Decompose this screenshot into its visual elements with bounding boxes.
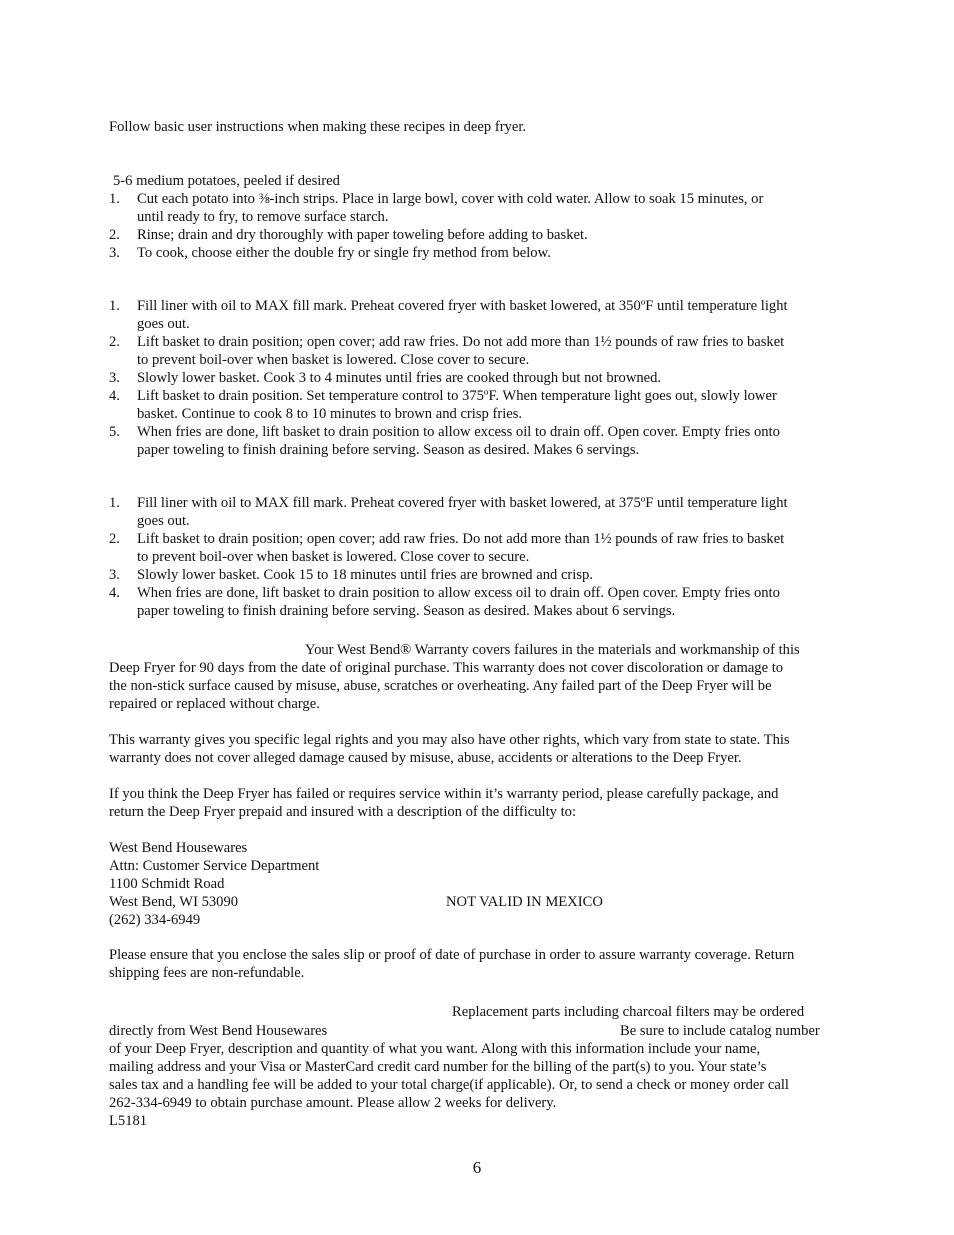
replacement-text: directly from West Bend Housewares <box>109 1023 328 1039</box>
address-line: Attn: Customer Service Department <box>109 858 320 874</box>
step-text: basket. Continue to cook 8 to 10 minutes to brown and crisp fries. <box>137 406 523 422</box>
replacement-text: Replacement parts including charcoal filters may be ordered <box>452 1004 805 1020</box>
step-number: 2. <box>109 227 120 243</box>
step-number: 4. <box>109 388 120 404</box>
step-text: until ready to fry, to remove surface starch. <box>137 209 389 225</box>
step-number: 1. <box>109 495 120 511</box>
step-text: To cook, choose either the double fry or single fry method from below. <box>137 245 551 261</box>
step-number: 1. <box>109 298 120 314</box>
step-text: Slowly lower basket. Cook 15 to 18 minutes until fries are browned and crisp. <box>137 567 593 583</box>
step-text: Cut each potato into ⅜-inch strips. Place in large bowl, cover with cold water. Allow to soak 15 minutes, or <box>137 191 764 207</box>
ingredient-line: 5-6 medium potatoes, peeled if desired <box>113 173 340 189</box>
step-number: 2. <box>109 334 120 350</box>
step-text: paper toweling to finish draining before serving. Season as desired. Makes about 6 servings. <box>137 603 676 619</box>
address-line: 1100 Schmidt Road <box>109 876 225 892</box>
warranty-text: This warranty gives you specific legal rights and you may also have other rights, which vary from state to state. This <box>109 732 790 748</box>
step-text: Fill liner with oil to MAX fill mark. Preheat covered fryer with basket lowered, at 350ºF until temperature light <box>137 298 788 314</box>
warranty-text: return the Deep Fryer prepaid and insured with a description of the difficulty to: <box>109 804 576 820</box>
replacement-text: Be sure to include catalog number <box>620 1023 820 1039</box>
warranty-text: warranty does not cover alleged damage caused by misuse, abuse, accidents or alterations to the Deep Fryer. <box>109 750 742 766</box>
step-text: paper toweling to finish draining before serving. Season as desired. Makes 6 servings. <box>137 442 640 458</box>
step-text: Lift basket to drain position; open cover; add raw fries. Do not add more than 1½ pounds of raw fries to basket <box>137 334 785 350</box>
not-valid-notice: NOT VALID IN MEXICO <box>446 894 603 910</box>
warranty-text: shipping fees are non-refundable. <box>109 965 305 981</box>
step-text: to prevent boil-over when basket is lowered. Close cover to secure. <box>137 352 530 368</box>
warranty-text: Your West Bend® Warranty covers failures in the materials and workmanship of this <box>305 642 800 658</box>
step-number: 1. <box>109 191 120 207</box>
step-text: Lift basket to drain position. Set temperature control to 375ºF. When temperature light goes out, slowly lower <box>137 388 777 404</box>
step-number: 3. <box>109 567 120 583</box>
step-text: Fill liner with oil to MAX fill mark. Preheat covered fryer with basket lowered, at 375ºF until temperature light <box>137 495 788 511</box>
step-text: Lift basket to drain position; open cover; add raw fries. Do not add more than 1½ pounds of raw fries to basket <box>137 531 785 547</box>
intro-text: Follow basic user instructions when making these recipes in deep fryer. <box>109 119 527 135</box>
step-text: When fries are done, lift basket to drain position to allow excess oil to drain off. Open cover. Empty fries onto <box>137 585 780 601</box>
step-number: 4. <box>109 585 120 601</box>
replacement-text: mailing address and your Visa or MasterCard credit card number for the billing of the part(s) to you. Your state’s <box>109 1059 767 1075</box>
address-phone: (262) 334-6949 <box>109 912 201 928</box>
page-number: 6 <box>472 1158 482 1177</box>
warranty-text: Please ensure that you enclose the sales slip or proof of date of purchase in order to assure warranty coverage. Return <box>109 947 795 963</box>
replacement-text: 262-334-6949 to obtain purchase amount. Please allow 2 weeks for delivery. <box>109 1095 557 1111</box>
step-text: Rinse; drain and dry thoroughly with paper toweling before adding to basket. <box>137 227 588 243</box>
step-number: 3. <box>109 245 120 261</box>
step-number: 5. <box>109 424 120 440</box>
step-text: Slowly lower basket. Cook 3 to 4 minutes until fries are cooked through but not browned. <box>137 370 662 386</box>
warranty-text: the non-stick surface caused by misuse, abuse, scratches or overheating. Any failed part of the Deep Fryer will be <box>109 678 772 694</box>
address-line: West Bend Housewares <box>109 840 248 856</box>
step-text: When fries are done, lift basket to drain position to allow excess oil to drain off. Open cover. Empty fries onto <box>137 424 780 440</box>
step-text: goes out. <box>137 316 190 332</box>
address-line: West Bend, WI 53090 <box>109 894 239 910</box>
warranty-text: Deep Fryer for 90 days from the date of original purchase. This warranty does not cover discoloration or damage to <box>109 660 784 676</box>
warranty-text: If you think the Deep Fryer has failed or requires service within it’s warranty period, please carefully package, and <box>109 786 779 802</box>
replacement-text: of your Deep Fryer, description and quantity of what you want. Along with this information include your name, <box>109 1041 761 1057</box>
step-number: 3. <box>109 370 120 386</box>
step-number: 2. <box>109 531 120 547</box>
step-text: goes out. <box>137 513 190 529</box>
warranty-text: repaired or replaced without charge. <box>109 696 320 712</box>
document-code: L5181 <box>109 1113 148 1129</box>
step-text: to prevent boil-over when basket is lowered. Close cover to secure. <box>137 549 530 565</box>
replacement-text: sales tax and a handling fee will be added to your total charge(if applicable). Or, to send a check or money order call <box>109 1077 789 1093</box>
